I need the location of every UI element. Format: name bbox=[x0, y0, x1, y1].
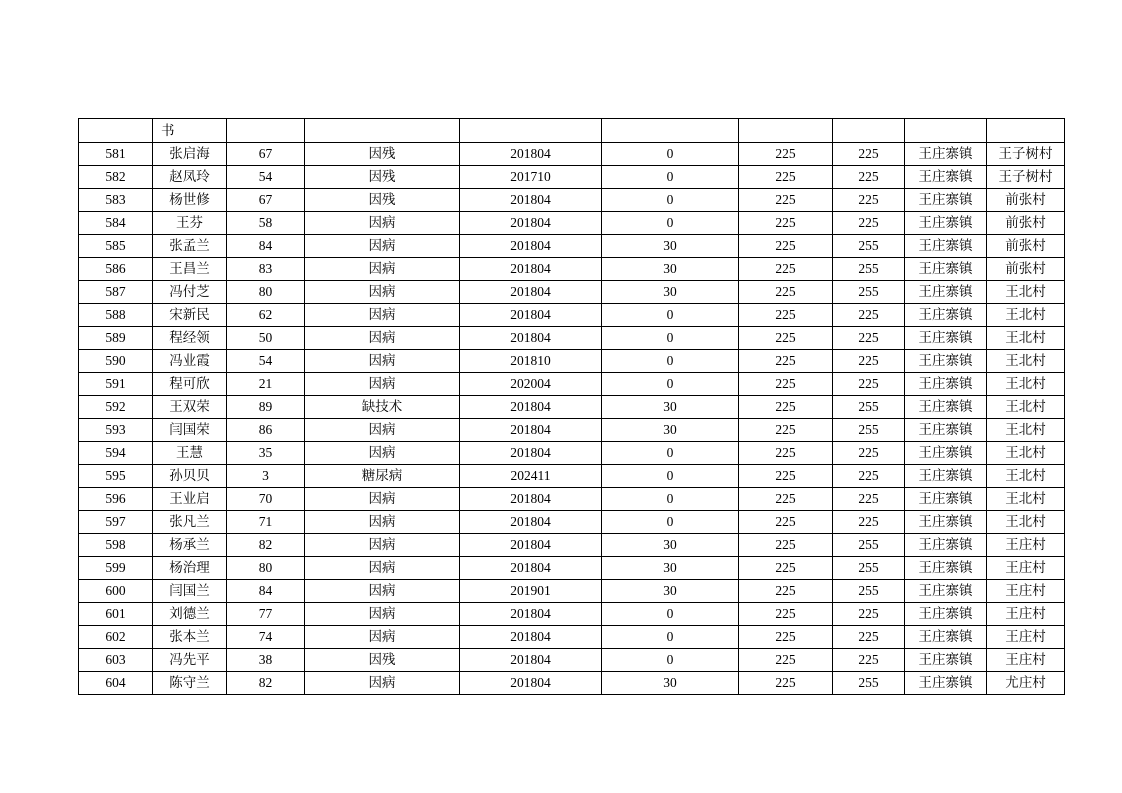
table-cell: 225 bbox=[739, 511, 833, 534]
table-cell: 67 bbox=[227, 189, 305, 212]
table-cell: 30 bbox=[602, 580, 739, 603]
table-cell: 201804 bbox=[460, 235, 602, 258]
table-cell: 255 bbox=[833, 396, 905, 419]
table-cell: 54 bbox=[227, 166, 305, 189]
table-cell: 201804 bbox=[460, 626, 602, 649]
table-cell: 202411 bbox=[460, 465, 602, 488]
table-cell: 30 bbox=[602, 672, 739, 695]
table-cell: 225 bbox=[739, 442, 833, 465]
table-cell: 225 bbox=[833, 373, 905, 396]
header-cell: 书 bbox=[153, 119, 227, 143]
table-cell: 张孟兰 bbox=[153, 235, 227, 258]
table-cell: 35 bbox=[227, 442, 305, 465]
table-cell: 225 bbox=[739, 419, 833, 442]
table-cell: 王庄寨镇 bbox=[905, 189, 987, 212]
table-cell: 201804 bbox=[460, 442, 602, 465]
table-cell: 王北村 bbox=[987, 373, 1065, 396]
table-cell: 202004 bbox=[460, 373, 602, 396]
table-cell: 缺技术 bbox=[305, 396, 460, 419]
table-cell: 因病 bbox=[305, 603, 460, 626]
table-cell: 201804 bbox=[460, 672, 602, 695]
table-cell: 王庄寨镇 bbox=[905, 396, 987, 419]
table-cell: 225 bbox=[833, 143, 905, 166]
table-cell: 因病 bbox=[305, 212, 460, 235]
table-cell: 王北村 bbox=[987, 281, 1065, 304]
table-row bbox=[79, 166, 1065, 189]
table-cell: 67 bbox=[227, 143, 305, 166]
table-row bbox=[79, 143, 1065, 166]
table-row bbox=[79, 557, 1065, 580]
table-cell: 225 bbox=[739, 212, 833, 235]
table-cell: 王庄村 bbox=[987, 626, 1065, 649]
table-cell: 王庄寨镇 bbox=[905, 304, 987, 327]
table-cell: 王北村 bbox=[987, 419, 1065, 442]
table-cell: 225 bbox=[739, 189, 833, 212]
table-cell: 603 bbox=[79, 649, 153, 672]
table-cell: 591 bbox=[79, 373, 153, 396]
table-row bbox=[79, 626, 1065, 649]
table-cell: 201804 bbox=[460, 143, 602, 166]
table-cell: 255 bbox=[833, 557, 905, 580]
table-cell: 83 bbox=[227, 258, 305, 281]
table-cell: 0 bbox=[602, 143, 739, 166]
table-row bbox=[79, 396, 1065, 419]
table-header-row bbox=[79, 119, 1065, 143]
table-cell: 225 bbox=[739, 603, 833, 626]
table-cell: 王北村 bbox=[987, 511, 1065, 534]
table-row bbox=[79, 327, 1065, 350]
table-cell: 585 bbox=[79, 235, 153, 258]
table-cell: 王庄寨镇 bbox=[905, 442, 987, 465]
table-cell: 225 bbox=[739, 465, 833, 488]
table-cell: 225 bbox=[833, 304, 905, 327]
table-cell: 王北村 bbox=[987, 350, 1065, 373]
table-cell: 581 bbox=[79, 143, 153, 166]
table-cell: 586 bbox=[79, 258, 153, 281]
table-cell: 冯付芝 bbox=[153, 281, 227, 304]
table-cell: 因病 bbox=[305, 350, 460, 373]
table-cell: 因病 bbox=[305, 672, 460, 695]
table-row bbox=[79, 350, 1065, 373]
table-cell: 王庄寨镇 bbox=[905, 626, 987, 649]
table-cell: 杨承兰 bbox=[153, 534, 227, 557]
table-cell: 王庄寨镇 bbox=[905, 373, 987, 396]
data-table-container bbox=[78, 118, 1053, 695]
table-cell: 赵凤玲 bbox=[153, 166, 227, 189]
table-cell: 225 bbox=[739, 327, 833, 350]
table-cell: 因病 bbox=[305, 488, 460, 511]
table-cell: 201804 bbox=[460, 189, 602, 212]
table-row bbox=[79, 212, 1065, 235]
table-cell: 因病 bbox=[305, 304, 460, 327]
table-cell: 225 bbox=[833, 350, 905, 373]
table-cell: 30 bbox=[602, 281, 739, 304]
table-cell: 595 bbox=[79, 465, 153, 488]
table-cell: 201804 bbox=[460, 258, 602, 281]
table-cell: 225 bbox=[739, 396, 833, 419]
table-cell: 30 bbox=[602, 557, 739, 580]
table-cell: 0 bbox=[602, 327, 739, 350]
table-cell: 21 bbox=[227, 373, 305, 396]
table-cell: 程可欣 bbox=[153, 373, 227, 396]
table-row bbox=[79, 281, 1065, 304]
records-table bbox=[78, 118, 1065, 695]
table-cell: 陈守兰 bbox=[153, 672, 227, 695]
table-cell: 38 bbox=[227, 649, 305, 672]
table-cell: 77 bbox=[227, 603, 305, 626]
table-row bbox=[79, 488, 1065, 511]
table-cell: 因病 bbox=[305, 580, 460, 603]
table-cell: 80 bbox=[227, 281, 305, 304]
table-row bbox=[79, 465, 1065, 488]
table-cell: 225 bbox=[739, 488, 833, 511]
table-cell: 225 bbox=[739, 534, 833, 557]
table-cell: 589 bbox=[79, 327, 153, 350]
table-row bbox=[79, 189, 1065, 212]
table-cell: 因病 bbox=[305, 419, 460, 442]
table-cell: 王庄村 bbox=[987, 580, 1065, 603]
table-cell: 因病 bbox=[305, 281, 460, 304]
table-cell: 225 bbox=[833, 465, 905, 488]
table-cell: 0 bbox=[602, 511, 739, 534]
header-cell bbox=[833, 119, 905, 143]
table-cell: 王庄寨镇 bbox=[905, 212, 987, 235]
table-cell: 王庄村 bbox=[987, 534, 1065, 557]
table-cell: 尤庄村 bbox=[987, 672, 1065, 695]
header-cell bbox=[739, 119, 833, 143]
table-cell: 225 bbox=[833, 488, 905, 511]
table-cell: 201804 bbox=[460, 603, 602, 626]
table-cell: 582 bbox=[79, 166, 153, 189]
table-cell: 王庄寨镇 bbox=[905, 534, 987, 557]
table-cell: 225 bbox=[739, 350, 833, 373]
table-cell: 王庄村 bbox=[987, 603, 1065, 626]
table-cell: 71 bbox=[227, 511, 305, 534]
table-cell: 601 bbox=[79, 603, 153, 626]
table-cell: 王昌兰 bbox=[153, 258, 227, 281]
table-cell: 255 bbox=[833, 580, 905, 603]
table-cell: 因病 bbox=[305, 442, 460, 465]
table-cell: 王北村 bbox=[987, 442, 1065, 465]
table-cell: 30 bbox=[602, 419, 739, 442]
table-cell: 王庄寨镇 bbox=[905, 672, 987, 695]
table-cell: 杨世修 bbox=[153, 189, 227, 212]
table-cell: 王庄寨镇 bbox=[905, 580, 987, 603]
table-row bbox=[79, 258, 1065, 281]
table-row bbox=[79, 580, 1065, 603]
table-cell: 王双荣 bbox=[153, 396, 227, 419]
table-cell: 张启海 bbox=[153, 143, 227, 166]
table-cell: 0 bbox=[602, 626, 739, 649]
table-cell: 王庄寨镇 bbox=[905, 281, 987, 304]
table-cell: 杨治理 bbox=[153, 557, 227, 580]
header-cell bbox=[460, 119, 602, 143]
table-cell: 201804 bbox=[460, 419, 602, 442]
table-cell: 225 bbox=[833, 511, 905, 534]
table-cell: 201901 bbox=[460, 580, 602, 603]
table-cell: 0 bbox=[602, 166, 739, 189]
table-cell: 0 bbox=[602, 304, 739, 327]
table-cell: 201804 bbox=[460, 488, 602, 511]
table-cell: 王庄寨镇 bbox=[905, 603, 987, 626]
table-row bbox=[79, 235, 1065, 258]
table-cell: 因病 bbox=[305, 626, 460, 649]
table-cell: 30 bbox=[602, 258, 739, 281]
table-cell: 225 bbox=[739, 304, 833, 327]
table-cell: 583 bbox=[79, 189, 153, 212]
header-cell bbox=[905, 119, 987, 143]
table-cell: 225 bbox=[833, 442, 905, 465]
table-cell: 594 bbox=[79, 442, 153, 465]
table-cell: 王庄寨镇 bbox=[905, 350, 987, 373]
table-cell: 255 bbox=[833, 419, 905, 442]
table-cell: 593 bbox=[79, 419, 153, 442]
table-cell: 84 bbox=[227, 580, 305, 603]
table-cell: 602 bbox=[79, 626, 153, 649]
table-cell: 584 bbox=[79, 212, 153, 235]
table-cell: 62 bbox=[227, 304, 305, 327]
table-cell: 592 bbox=[79, 396, 153, 419]
header-cell bbox=[305, 119, 460, 143]
table-cell: 王庄寨镇 bbox=[905, 419, 987, 442]
table-cell: 闫国兰 bbox=[153, 580, 227, 603]
table-cell: 王庄村 bbox=[987, 557, 1065, 580]
table-cell: 张本兰 bbox=[153, 626, 227, 649]
table-cell: 因病 bbox=[305, 534, 460, 557]
table-cell: 54 bbox=[227, 350, 305, 373]
table-cell: 王庄寨镇 bbox=[905, 465, 987, 488]
table-cell: 201804 bbox=[460, 212, 602, 235]
table-cell: 王业启 bbox=[153, 488, 227, 511]
table-cell: 王庄寨镇 bbox=[905, 511, 987, 534]
table-cell: 201804 bbox=[460, 281, 602, 304]
table-cell: 82 bbox=[227, 672, 305, 695]
table-cell: 0 bbox=[602, 189, 739, 212]
table-cell: 225 bbox=[739, 281, 833, 304]
table-cell: 84 bbox=[227, 235, 305, 258]
table-cell: 糖尿病 bbox=[305, 465, 460, 488]
table-cell: 孙贝贝 bbox=[153, 465, 227, 488]
table-row bbox=[79, 304, 1065, 327]
table-cell: 225 bbox=[739, 557, 833, 580]
table-cell: 因病 bbox=[305, 235, 460, 258]
table-row bbox=[79, 603, 1065, 626]
table-cell: 255 bbox=[833, 672, 905, 695]
table-cell: 225 bbox=[739, 258, 833, 281]
table-cell: 0 bbox=[602, 373, 739, 396]
table-cell: 30 bbox=[602, 396, 739, 419]
table-cell: 590 bbox=[79, 350, 153, 373]
table-cell: 0 bbox=[602, 649, 739, 672]
table-cell: 宋新民 bbox=[153, 304, 227, 327]
table-cell: 201804 bbox=[460, 649, 602, 672]
table-cell: 50 bbox=[227, 327, 305, 350]
table-cell: 225 bbox=[739, 580, 833, 603]
table-cell: 王庄寨镇 bbox=[905, 488, 987, 511]
table-cell: 0 bbox=[602, 488, 739, 511]
table-cell: 因残 bbox=[305, 166, 460, 189]
table-cell: 58 bbox=[227, 212, 305, 235]
table-cell: 王北村 bbox=[987, 396, 1065, 419]
table-cell: 225 bbox=[739, 143, 833, 166]
table-cell: 201804 bbox=[460, 396, 602, 419]
table-cell: 201804 bbox=[460, 327, 602, 350]
table-cell: 225 bbox=[739, 672, 833, 695]
table-cell: 225 bbox=[833, 626, 905, 649]
table-cell: 255 bbox=[833, 281, 905, 304]
table-cell: 30 bbox=[602, 235, 739, 258]
table-cell: 597 bbox=[79, 511, 153, 534]
table-row bbox=[79, 672, 1065, 695]
table-cell: 冯业霞 bbox=[153, 350, 227, 373]
header-cell bbox=[602, 119, 739, 143]
table-row bbox=[79, 649, 1065, 672]
table-cell: 王芬 bbox=[153, 212, 227, 235]
table-cell: 0 bbox=[602, 212, 739, 235]
table-cell: 前张村 bbox=[987, 189, 1065, 212]
table-cell: 74 bbox=[227, 626, 305, 649]
table-cell: 225 bbox=[833, 212, 905, 235]
table-cell: 604 bbox=[79, 672, 153, 695]
table-row bbox=[79, 511, 1065, 534]
table-cell: 225 bbox=[833, 603, 905, 626]
table-cell: 因残 bbox=[305, 189, 460, 212]
table-cell: 因病 bbox=[305, 511, 460, 534]
table-cell: 70 bbox=[227, 488, 305, 511]
table-cell: 因病 bbox=[305, 557, 460, 580]
table-cell: 程经领 bbox=[153, 327, 227, 350]
header-cell bbox=[79, 119, 153, 143]
table-cell: 王庄村 bbox=[987, 649, 1065, 672]
table-cell: 30 bbox=[602, 534, 739, 557]
table-cell: 255 bbox=[833, 258, 905, 281]
table-cell: 225 bbox=[739, 649, 833, 672]
table-cell: 225 bbox=[833, 166, 905, 189]
table-cell: 201804 bbox=[460, 304, 602, 327]
table-row bbox=[79, 419, 1065, 442]
table-cell: 201804 bbox=[460, 511, 602, 534]
table-cell: 201710 bbox=[460, 166, 602, 189]
table-cell: 因残 bbox=[305, 143, 460, 166]
table-cell: 王庄寨镇 bbox=[905, 649, 987, 672]
table-cell: 王子树村 bbox=[987, 166, 1065, 189]
table-cell: 王庄寨镇 bbox=[905, 235, 987, 258]
table-cell: 王北村 bbox=[987, 465, 1065, 488]
table-cell: 前张村 bbox=[987, 258, 1065, 281]
table-cell: 冯先平 bbox=[153, 649, 227, 672]
table-cell: 86 bbox=[227, 419, 305, 442]
table-cell: 王庄寨镇 bbox=[905, 166, 987, 189]
table-cell: 闫国荣 bbox=[153, 419, 227, 442]
table-cell: 因病 bbox=[305, 373, 460, 396]
table-cell: 600 bbox=[79, 580, 153, 603]
table-cell: 0 bbox=[602, 603, 739, 626]
header-cell bbox=[227, 119, 305, 143]
table-cell: 因病 bbox=[305, 258, 460, 281]
table-cell: 3 bbox=[227, 465, 305, 488]
table-cell: 225 bbox=[833, 649, 905, 672]
table-cell: 王庄寨镇 bbox=[905, 143, 987, 166]
table-cell: 0 bbox=[602, 465, 739, 488]
table-cell: 225 bbox=[739, 373, 833, 396]
table-cell: 前张村 bbox=[987, 212, 1065, 235]
table-cell: 255 bbox=[833, 235, 905, 258]
table-cell: 0 bbox=[602, 350, 739, 373]
table-row bbox=[79, 534, 1065, 557]
table-cell: 201804 bbox=[460, 557, 602, 580]
table-cell: 201810 bbox=[460, 350, 602, 373]
header-cell bbox=[987, 119, 1065, 143]
table-cell: 225 bbox=[739, 626, 833, 649]
table-row bbox=[79, 373, 1065, 396]
table-cell: 0 bbox=[602, 442, 739, 465]
table-cell: 王北村 bbox=[987, 327, 1065, 350]
table-cell: 王北村 bbox=[987, 304, 1065, 327]
table-cell: 225 bbox=[739, 235, 833, 258]
table-cell: 89 bbox=[227, 396, 305, 419]
table-cell: 王子树村 bbox=[987, 143, 1065, 166]
table-cell: 王北村 bbox=[987, 488, 1065, 511]
table-cell: 255 bbox=[833, 534, 905, 557]
table-cell: 王庄寨镇 bbox=[905, 557, 987, 580]
table-cell: 因残 bbox=[305, 649, 460, 672]
table-cell: 刘德兰 bbox=[153, 603, 227, 626]
table-cell: 因病 bbox=[305, 327, 460, 350]
table-cell: 588 bbox=[79, 304, 153, 327]
table-cell: 82 bbox=[227, 534, 305, 557]
table-cell: 599 bbox=[79, 557, 153, 580]
table-cell: 王庄寨镇 bbox=[905, 258, 987, 281]
table-cell: 王慧 bbox=[153, 442, 227, 465]
table-cell: 225 bbox=[833, 327, 905, 350]
table-row bbox=[79, 442, 1065, 465]
table-cell: 225 bbox=[739, 166, 833, 189]
table-cell: 596 bbox=[79, 488, 153, 511]
table-cell: 598 bbox=[79, 534, 153, 557]
table-cell: 张凡兰 bbox=[153, 511, 227, 534]
table-cell: 前张村 bbox=[987, 235, 1065, 258]
table-cell: 201804 bbox=[460, 534, 602, 557]
table-cell: 225 bbox=[833, 189, 905, 212]
table-cell: 80 bbox=[227, 557, 305, 580]
table-cell: 587 bbox=[79, 281, 153, 304]
table-cell: 王庄寨镇 bbox=[905, 327, 987, 350]
